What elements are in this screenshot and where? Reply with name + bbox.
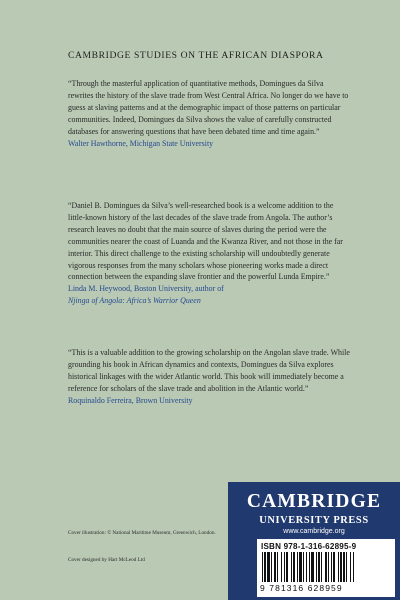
blurb-2-book-title: Njinga of Angola: Africa’s Warrior Queen [68,296,201,306]
blurb-1 [68,78,350,149]
blurb-2-text: “Daniel B. Domingues da Silva’s well-researched book is a welcome addition to the little-known history of the last decades of the slave trade from Angola. The author’s research leaves no doubt that the main source of slaves during the period were the communities nearer the coast of Luanda and the Kwanza River, and not those in the far interior. This direct challenge to the existing scholarship will undoubtedly generate vigorous responses from the many scholars whose pioneering works made a direct connection between the expanding slave frontier and the powerful Lunda Empire.” [68,201,343,282]
publisher-name: CAMBRIDGE [246,491,382,512]
blurb-1-attribution [68,138,350,150]
blurb-2-author-role: author of [195,284,224,294]
blurb-2-attribution [68,283,350,307]
blurb-2 [68,200,350,307]
blurb-1-text: “Through the masterful application of quantitative methods, Domingues da Silva rewrites the history of the slave trade from West Central Africa. No longer do we have to guess at slaving patterns and at the demographic impact of those patterns on particular communities. Indeed, Domingues da Silva shows the value of carefully constructed databases for answering questions that have been debated time and time again.” [68,79,349,136]
publisher-url: www.cambridge.org [283,528,345,535]
publisher-panel [228,482,400,600]
blurb-2-author: Linda M. Heywood, Boston University, [68,284,194,294]
barcode-digits: 9 781316 628959 [260,583,343,593]
barcode-icon [260,552,392,582]
blurb-3-text: “This is a valuable addition to the growing scholarship on the Angolan slave trade. While grounding his book in African dynamics and contexts, Domingues da Silva explores historical linkages with the wider Atlantic world. This book will immediately become a reference for scholars of the slave trade and abolition in the Atlantic world.” [68,348,350,393]
cover-illustration-credit: Cover illustration: © National Maritime Museum, Greenwich, London. [68,530,216,536]
isbn-label: ISBN 978-1-316-62895-9 [261,542,357,551]
barcode-panel [257,539,395,597]
blurb-3-author: Roquinaldo Ferreira, Brown University [68,395,193,405]
blurb-3 [68,347,350,407]
series-title: CAMBRIDGE STUDIES ON THE AFRICAN DIASPORA [68,50,324,61]
blurb-3-attribution [68,395,350,407]
blurb-1-author: Walter Hawthorne, Michigan State University [68,138,214,148]
cover-design-credit: Cover designed by Hart McLeod Ltd [68,557,145,563]
publisher-press: UNIVERSITY PRESS [259,515,369,526]
